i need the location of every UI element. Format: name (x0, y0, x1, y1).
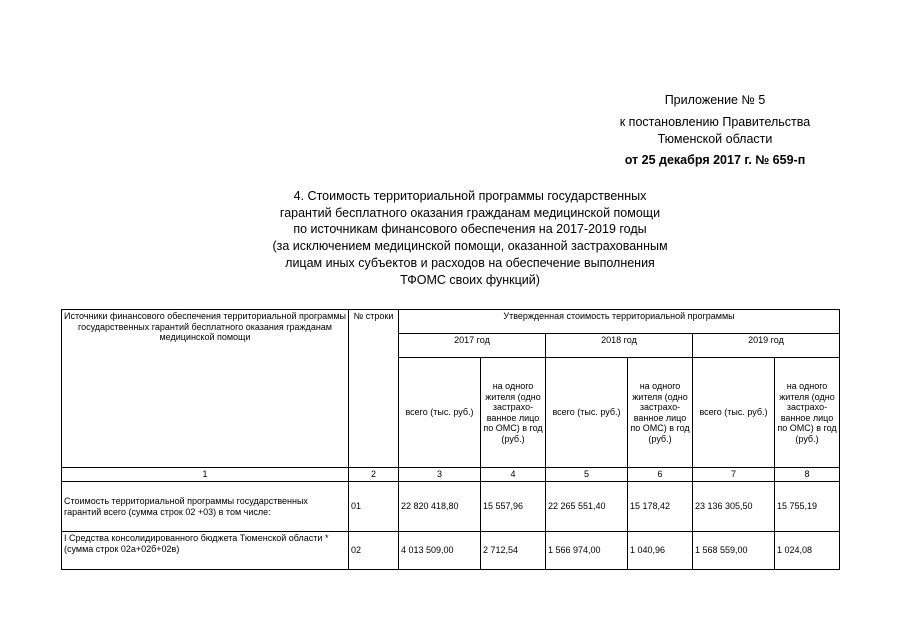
appendix-label: Приложение № 5 (664, 93, 766, 107)
value-cell: 15 178,42 (628, 482, 693, 532)
column-number: 8 (775, 468, 840, 482)
cost-table (61, 309, 840, 570)
value-cell: 1 040,96 (628, 532, 693, 570)
header-total: всего (тыс. руб.) (546, 358, 628, 468)
header-per-capita: на одного жителя (одно застрахо-ванное лицо по ОМС) в год (руб.) (628, 358, 693, 468)
value-cell: 15 755,19 (775, 482, 840, 532)
value-cell: 1 566 974,00 (546, 532, 628, 570)
header-per-capita: на одного жителя (одно застрахо-ванное лицо по ОМС) в год (руб.) (481, 358, 546, 468)
column-number: 7 (693, 468, 775, 482)
column-number: 3 (399, 468, 481, 482)
column-number: 6 (628, 468, 693, 482)
title-line: по источникам финансового обеспечения на 2017-2019 годы (293, 222, 647, 237)
value-cell: 1 568 559,00 (693, 532, 775, 570)
title-line: (за исключением медицинской помощи, оказанной застрахованным (272, 239, 668, 254)
row-no: 02 (349, 532, 399, 570)
header-source: Источники финансового обеспечения территориальной программы государственных гарантий бесплатного оказания гражданам медицинской помощи (62, 310, 349, 468)
row-name: I Средства консолидированного бюджета Тюменской области * (сумма строк 02а+02б+02в) (62, 532, 349, 570)
value-cell: 4 013 509,00 (399, 532, 481, 570)
header-approved-cost: Утвержденная стоимость территориальной программы (399, 310, 840, 334)
document-title (200, 188, 740, 288)
header-year-2017: 2017 год (399, 334, 546, 358)
header-per-capita: на одного жителя (одно застрахо-ванное лицо по ОМС) в год (руб.) (775, 358, 840, 468)
header-year-2018: 2018 год (546, 334, 693, 358)
column-number: 1 (62, 468, 349, 482)
column-number: 5 (546, 468, 628, 482)
title-line: 4. Стоимость территориальной программы государственных (293, 189, 647, 203)
title-line: ТФОМС своих функций) (400, 272, 540, 287)
column-number: 2 (349, 468, 399, 482)
header-row-no: № строки (349, 310, 399, 468)
value-cell: 15 557,96 (481, 482, 546, 532)
decree-date: от 25 декабря 2017 г. № 659-п (624, 153, 806, 167)
value-cell: 23 136 305,50 (693, 482, 775, 532)
header-total: всего (тыс. руб.) (399, 358, 481, 468)
value-cell: 2 712,54 (481, 532, 546, 570)
column-number: 4 (481, 468, 546, 482)
row-name: Стоимость территориальной программы государственных гарантий всего (сумма строк 02 +03) в том числе: (62, 482, 349, 532)
value-cell: 22 820 418,80 (399, 482, 481, 532)
table-row (62, 532, 840, 570)
title-line: лицам иных субъектов и расходов на обеспечение выполнения (285, 255, 655, 270)
header-total: всего (тыс. руб.) (693, 358, 775, 468)
table-row (62, 482, 840, 532)
title-line: гарантий бесплатного оказания гражданам медицинской помощи (279, 205, 661, 220)
decree-line-1: к постановлению Правительства (619, 115, 811, 129)
value-cell: 22 265 551,40 (546, 482, 628, 532)
column-number-row (62, 468, 840, 482)
header-year-2019: 2019 год (693, 334, 840, 358)
decree-line-2: Тюменской области (657, 132, 773, 146)
row-no: 01 (349, 482, 399, 532)
value-cell: 1 024,08 (775, 532, 840, 570)
